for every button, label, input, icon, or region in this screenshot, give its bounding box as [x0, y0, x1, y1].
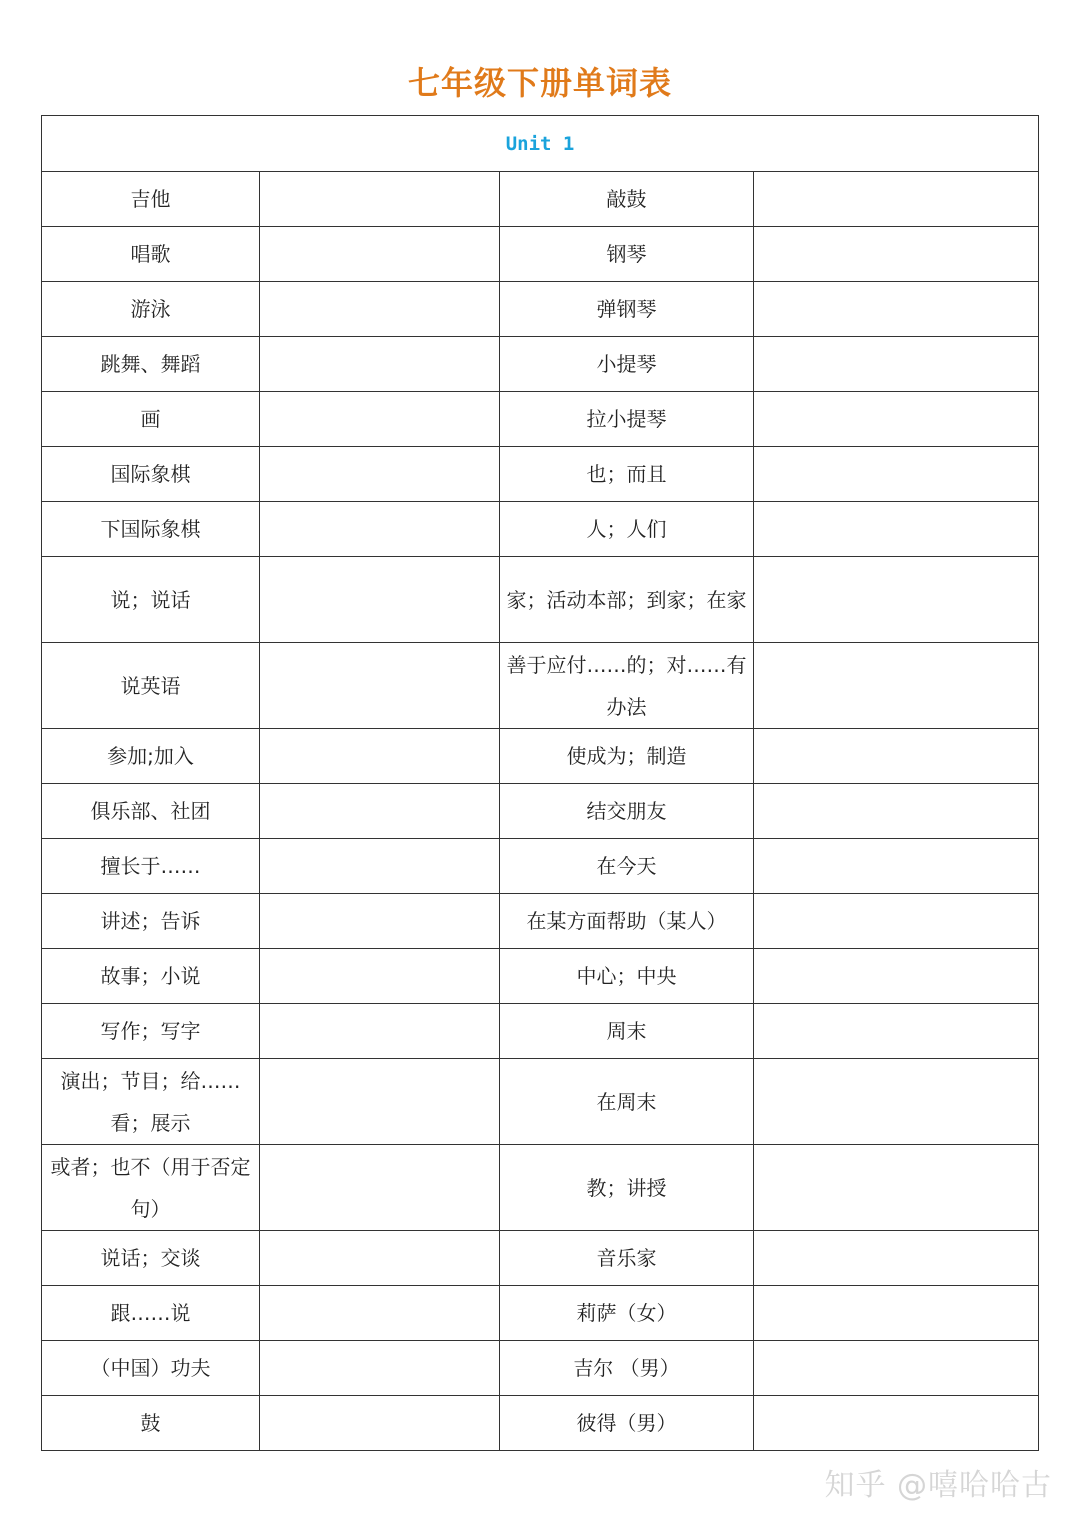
answer-blank-right[interactable]: [754, 1286, 1039, 1341]
chinese-term-left: 说英语: [42, 643, 260, 729]
chinese-term-right: 小提琴: [500, 337, 754, 392]
answer-blank-right[interactable]: [754, 949, 1039, 1004]
answer-blank-right[interactable]: [754, 894, 1039, 949]
table-row: [42, 392, 1039, 447]
answer-blank-left[interactable]: [260, 784, 500, 839]
chinese-term-left: 画: [42, 392, 260, 447]
chinese-term-right: 在某方面帮助（某人）: [500, 894, 754, 949]
chinese-term-left: 游泳: [42, 282, 260, 337]
table-row: [42, 1004, 1039, 1059]
table-row: [42, 643, 1039, 729]
chinese-term-left: 擅长于……: [42, 839, 260, 894]
answer-blank-right[interactable]: [754, 839, 1039, 894]
chinese-term-left: 吉他: [42, 172, 260, 227]
chinese-term-left: 写作；写字: [42, 1004, 260, 1059]
table-row: [42, 557, 1039, 643]
answer-blank-right[interactable]: [754, 392, 1039, 447]
chinese-term-left: 或者；也不（用于否定句）: [42, 1145, 260, 1231]
table-row: [42, 447, 1039, 502]
answer-blank-left[interactable]: [260, 502, 500, 557]
answer-blank-left[interactable]: [260, 1004, 500, 1059]
answer-blank-right[interactable]: [754, 1231, 1039, 1286]
chinese-term-left: 下国际象棋: [42, 502, 260, 557]
table-row: [42, 282, 1039, 337]
chinese-term-right: 中心；中央: [500, 949, 754, 1004]
chinese-term-left: 跟……说: [42, 1286, 260, 1341]
answer-blank-left[interactable]: [260, 894, 500, 949]
table-row: [42, 839, 1039, 894]
answer-blank-right[interactable]: [754, 784, 1039, 839]
answer-blank-left[interactable]: [260, 1145, 500, 1231]
chinese-term-left: 说；说话: [42, 557, 260, 643]
chinese-term-right: 吉尔 （男）: [500, 1341, 754, 1396]
answer-blank-right[interactable]: [754, 1396, 1039, 1451]
chinese-term-right: 家；活动本部；到家；在家: [500, 557, 754, 643]
answer-blank-left[interactable]: [260, 1286, 500, 1341]
chinese-term-right: 使成为；制造: [500, 729, 754, 784]
chinese-term-right: 在今天: [500, 839, 754, 894]
chinese-term-right: 莉萨（女）: [500, 1286, 754, 1341]
vocab-table: [41, 115, 1039, 1451]
chinese-term-right: 弹钢琴: [500, 282, 754, 337]
answer-blank-left[interactable]: [260, 1341, 500, 1396]
chinese-term-left: （中国）功夫: [42, 1341, 260, 1396]
answer-blank-left[interactable]: [260, 172, 500, 227]
chinese-term-left: 跳舞、舞蹈: [42, 337, 260, 392]
answer-blank-right[interactable]: [754, 1145, 1039, 1231]
chinese-term-right: 彼得（男）: [500, 1396, 754, 1451]
chinese-term-left: 俱乐部、社团: [42, 784, 260, 839]
table-row: [42, 172, 1039, 227]
page-title: 七年级下册单词表: [407, 64, 672, 102]
answer-blank-right[interactable]: [754, 282, 1039, 337]
chinese-term-left: 唱歌: [42, 227, 260, 282]
answer-blank-left[interactable]: [260, 729, 500, 784]
answer-blank-right[interactable]: [754, 172, 1039, 227]
table-row: [42, 502, 1039, 557]
table-row: [42, 729, 1039, 784]
table-row: [42, 1059, 1039, 1145]
answer-blank-left[interactable]: [260, 337, 500, 392]
chinese-term-right: 善于应付……的；对……有办法: [500, 643, 754, 729]
chinese-term-right: 也；而且: [500, 447, 754, 502]
answer-blank-left[interactable]: [260, 949, 500, 1004]
chinese-term-right: 教；讲授: [500, 1145, 754, 1231]
chinese-term-right: 在周末: [500, 1059, 754, 1145]
chinese-term-left: 鼓: [42, 1396, 260, 1451]
table-row: [42, 1145, 1039, 1231]
table-row: [42, 784, 1039, 839]
answer-blank-right[interactable]: [754, 557, 1039, 643]
answer-blank-right[interactable]: [754, 502, 1039, 557]
answer-blank-left[interactable]: [260, 447, 500, 502]
answer-blank-right[interactable]: [754, 729, 1039, 784]
chinese-term-right: 钢琴: [500, 227, 754, 282]
answer-blank-right[interactable]: [754, 1004, 1039, 1059]
table-row: [42, 1341, 1039, 1396]
table-row: [42, 1231, 1039, 1286]
chinese-term-left: 故事；小说: [42, 949, 260, 1004]
chinese-term-left: 参加;加入: [42, 729, 260, 784]
answer-blank-right[interactable]: [754, 643, 1039, 729]
unit-header-row: [42, 116, 1039, 172]
answer-blank-left[interactable]: [260, 282, 500, 337]
watermark: 知乎 @嘻哈哈古: [824, 1468, 1052, 1503]
chinese-term-left: 国际象棋: [42, 447, 260, 502]
answer-blank-left[interactable]: [260, 1059, 500, 1145]
answer-blank-right[interactable]: [754, 1341, 1039, 1396]
chinese-term-right: 结交朋友: [500, 784, 754, 839]
table-row: [42, 337, 1039, 392]
answer-blank-right[interactable]: [754, 337, 1039, 392]
answer-blank-left[interactable]: [260, 392, 500, 447]
chinese-term-left: 讲述；告诉: [42, 894, 260, 949]
answer-blank-left[interactable]: [260, 1231, 500, 1286]
answer-blank-left[interactable]: [260, 643, 500, 729]
chinese-term-left: 说话；交谈: [42, 1231, 260, 1286]
chinese-term-right: 敲鼓: [500, 172, 754, 227]
answer-blank-right[interactable]: [754, 1059, 1039, 1145]
chinese-term-right: 音乐家: [500, 1231, 754, 1286]
table-row: [42, 894, 1039, 949]
table-row: [42, 227, 1039, 282]
chinese-term-left: 演出；节目；给……看；展示: [42, 1059, 260, 1145]
chinese-term-right: 周末: [500, 1004, 754, 1059]
unit-label: Unit 1: [42, 116, 1039, 172]
table-row: [42, 1286, 1039, 1341]
table-row: [42, 949, 1039, 1004]
answer-blank-left[interactable]: [260, 227, 500, 282]
chinese-term-right: 人；人们: [500, 502, 754, 557]
answer-blank-left[interactable]: [260, 839, 500, 894]
answer-blank-left[interactable]: [260, 557, 500, 643]
table-row: [42, 1396, 1039, 1451]
chinese-term-right: 拉小提琴: [500, 392, 754, 447]
answer-blank-left[interactable]: [260, 1396, 500, 1451]
answer-blank-right[interactable]: [754, 227, 1039, 282]
answer-blank-right[interactable]: [754, 447, 1039, 502]
